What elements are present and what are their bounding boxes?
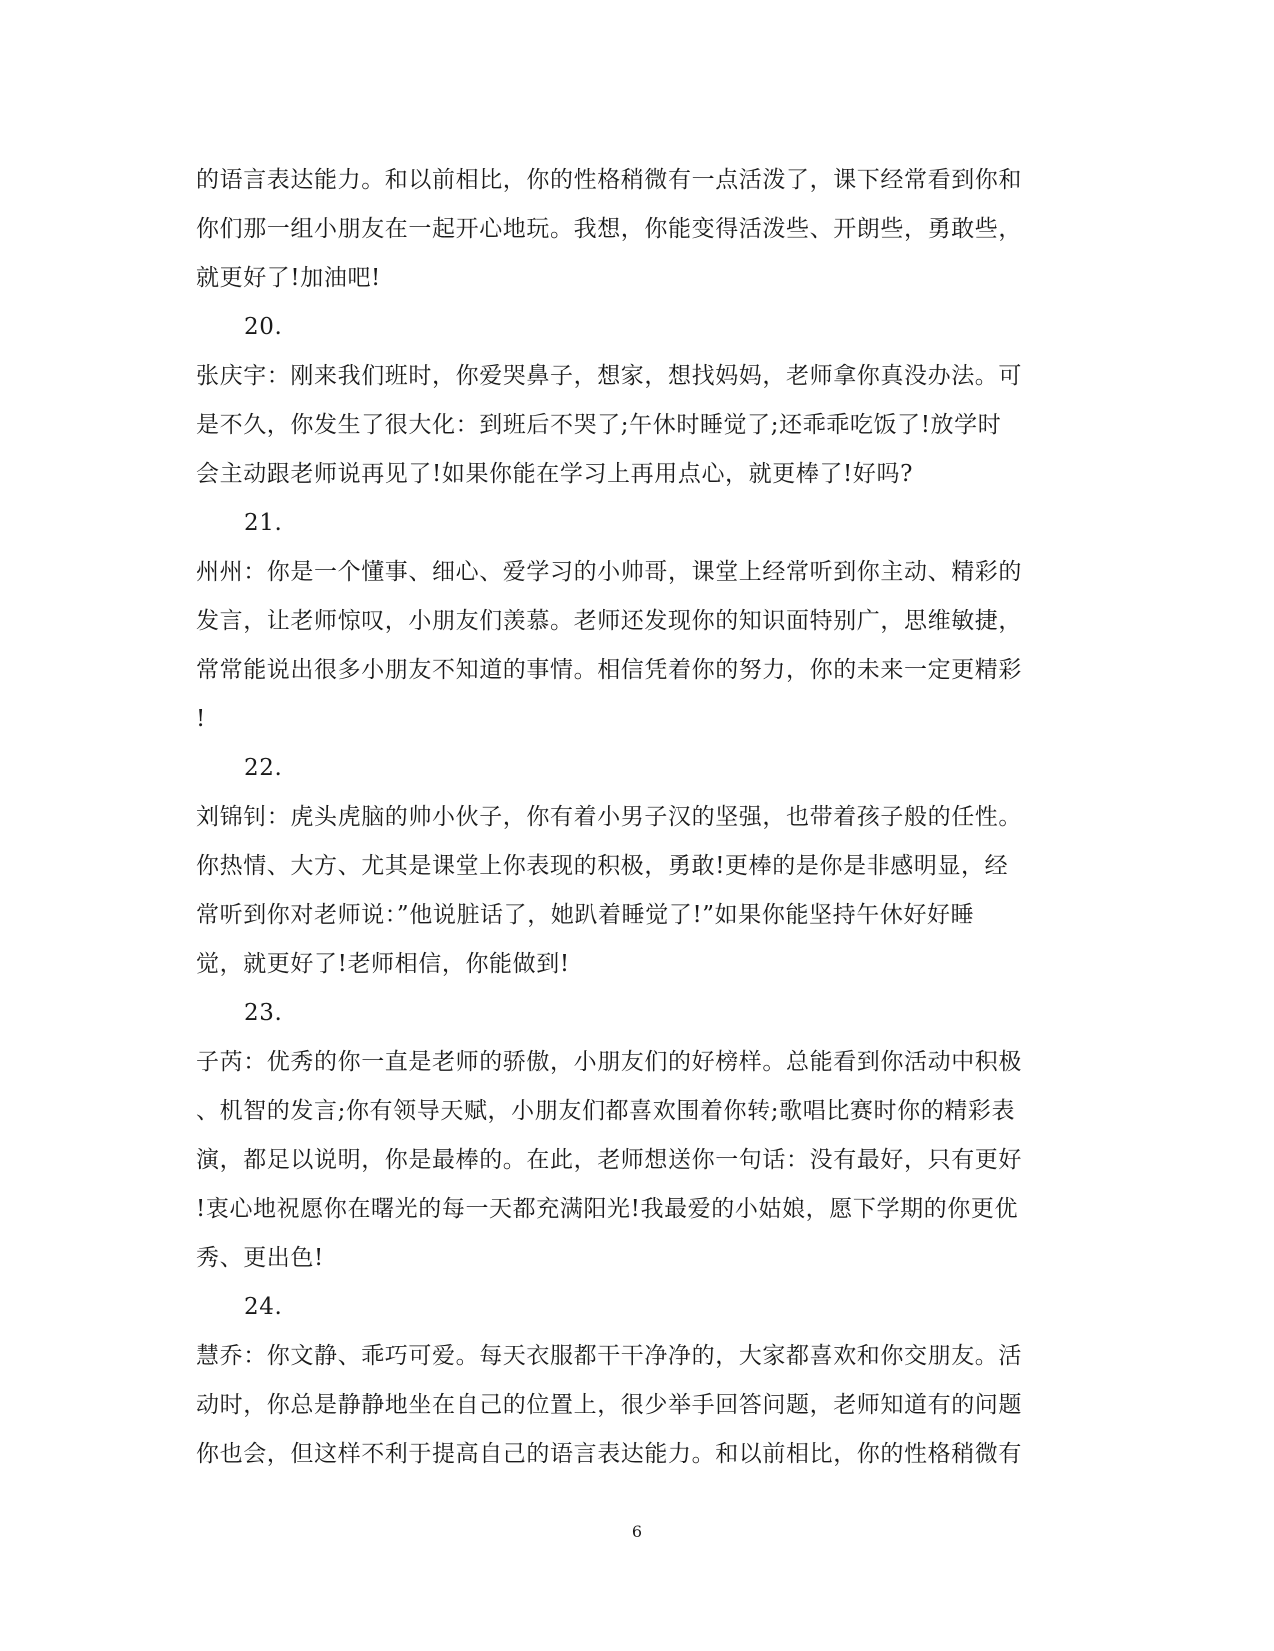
text-line: 秀、更出色! xyxy=(196,1245,324,1271)
item-number: 21. xyxy=(244,510,283,536)
page-number: 6 xyxy=(631,1522,643,1541)
item-number: 23. xyxy=(244,1000,283,1026)
text-line: 是不久，你发生了很大化：到班后不哭了;午休时睡觉了;还乖乖吃饭了!放学时 xyxy=(196,412,1002,438)
item-number: 22. xyxy=(244,755,283,781)
text-line: 发言，让老师惊叹，小朋友们羡慕。老师还发现你的知识面特别广，思维敏捷， xyxy=(196,608,1022,634)
text-line: 州州：你是一个懂事、细心、爱学习的小帅哥，课堂上经常听到你主动、精彩的 xyxy=(196,559,1022,585)
text-line: 你热情、大方、尤其是课堂上你表现的积极，勇敢!更棒的是你是非感明显，经 xyxy=(196,853,1009,879)
text-line: 就更好了!加油吧! xyxy=(196,265,381,291)
text-line: !衷心地祝愿你在曙光的每一天都充满阳光!我最爱的小姑娘，愿下学期的你更优 xyxy=(196,1196,1019,1222)
item-number: 20. xyxy=(244,314,283,340)
text-line: 常常能说出很多小朋友不知道的事情。相信凭着你的努力，你的未来一定更精彩 xyxy=(196,657,1022,683)
item-number: 24. xyxy=(244,1294,283,1320)
text-line: ! xyxy=(196,706,206,732)
text-line: 的语言表达能力。和以前相比，你的性格稍微有一点活泼了，课下经常看到你和 xyxy=(196,167,1022,193)
text-line: 觉，就更好了!老师相信，你能做到! xyxy=(196,951,570,977)
text-line: 慧乔：你文静、乖巧可爱。每天衣服都干干净净的，大家都喜欢和你交朋友。活 xyxy=(196,1343,1022,1369)
text-line: 、机智的发言;你有领导天赋，小朋友们都喜欢围着你转;歌唱比赛时你的精彩表 xyxy=(196,1098,1016,1124)
text-line: 你也会，但这样不利于提高自己的语言表达能力。和以前相比，你的性格稍微有 xyxy=(196,1441,1022,1467)
text-line: 动时，你总是静静地坐在自己的位置上，很少举手回答问题，老师知道有的问题 xyxy=(196,1392,1022,1418)
text-line: 子芮：优秀的你一直是老师的骄傲，小朋友们的好榜样。总能看到你活动中积极 xyxy=(196,1049,1022,1075)
document-body xyxy=(196,156,1076,1479)
text-line: 常听到你对老师说：”他说脏话了，她趴着睡觉了!”如果你能坚持午休好好睡 xyxy=(196,902,975,928)
text-line: 演，都足以说明，你是最棒的。在此，老师想送你一句话：没有最好，只有更好 xyxy=(196,1147,1022,1173)
text-line: 张庆宇：刚来我们班时，你爱哭鼻子，想家，想找妈妈，老师拿你真没办法。可 xyxy=(196,363,1022,389)
text-line: 刘锦钊：虎头虎脑的帅小伙子，你有着小男子汉的坚强，也带着孩子般的任性。 xyxy=(196,804,1022,830)
text-line: 会主动跟老师说再见了!如果你能在学习上再用点心，就更棒了!好吗? xyxy=(196,461,914,487)
text-line: 你们那一组小朋友在一起开心地玩。我想，你能变得活泼些、开朗些，勇敢些， xyxy=(196,216,1022,242)
